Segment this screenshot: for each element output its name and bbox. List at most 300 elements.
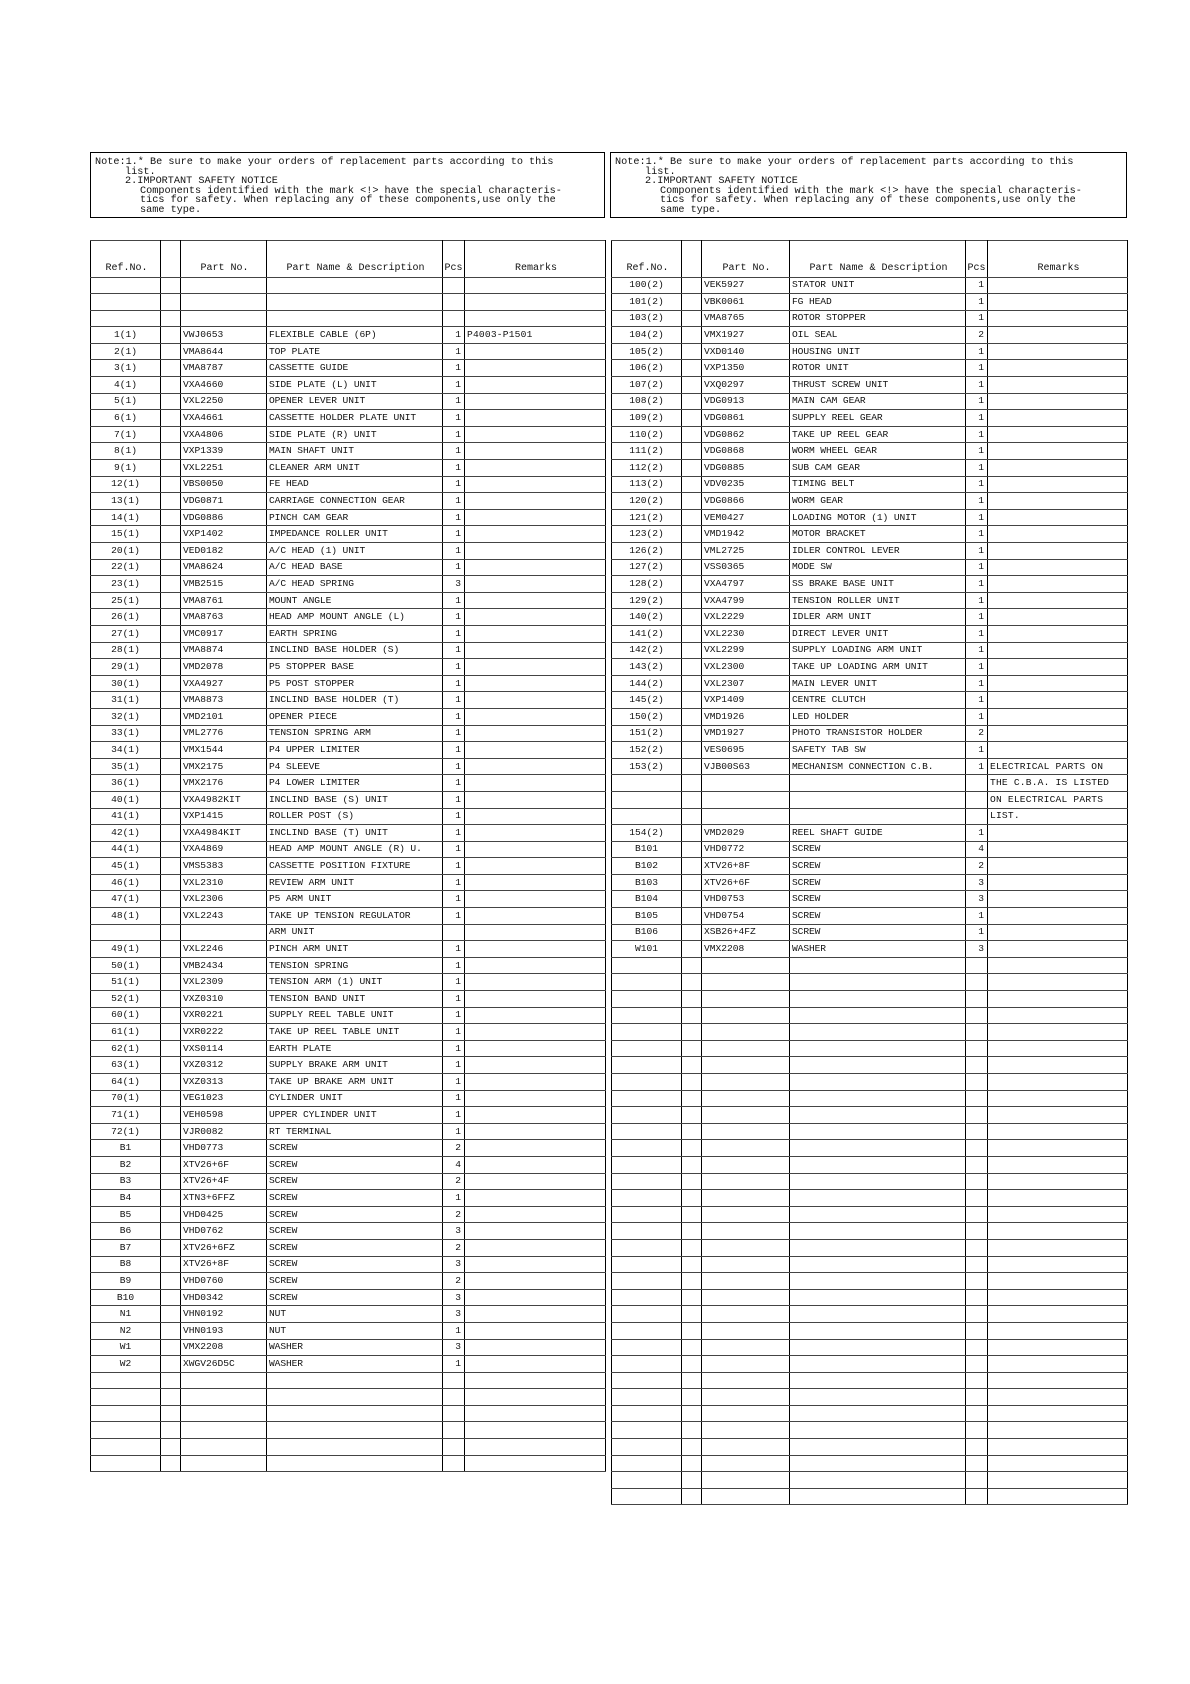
part-name-cell: TAKE UP REEL TABLE UNIT <box>267 1024 443 1041</box>
pcs-cell <box>966 1256 988 1273</box>
part-no-cell <box>181 1455 267 1472</box>
table-row <box>91 1123 606 1140</box>
ref-no-cell <box>612 1306 682 1323</box>
pcs-cell: 1 <box>443 675 465 692</box>
part-name-cell: EARTH SPRING <box>267 625 443 642</box>
spacer-cell <box>682 1289 702 1306</box>
table-row <box>612 874 1128 891</box>
spacer-cell <box>161 1422 181 1439</box>
remarks-cell <box>465 725 606 742</box>
spacer-cell <box>682 625 702 642</box>
pcs-cell: 1 <box>966 310 988 327</box>
remarks-cell <box>988 991 1128 1008</box>
ref-no-cell: 9(1) <box>91 460 161 477</box>
ref-no-cell: B5 <box>91 1206 161 1223</box>
remarks-cell <box>988 377 1128 394</box>
ref-no-cell: 70(1) <box>91 1090 161 1107</box>
spacer-cell <box>682 1256 702 1273</box>
remarks-cell <box>988 493 1128 510</box>
part-name-cell: HEAD AMP MOUNT ANGLE (L) <box>267 609 443 626</box>
pcs-cell: 2 <box>443 1273 465 1290</box>
ref-no-cell: 105(2) <box>612 343 682 360</box>
part-name-cell: ROLLER POST (S) <box>267 808 443 825</box>
ref-no-cell <box>612 1322 682 1339</box>
pcs-cell: 1 <box>443 957 465 974</box>
pcs-cell: 1 <box>966 377 988 394</box>
remarks-cell <box>465 1239 606 1256</box>
table-row <box>91 659 606 676</box>
table-row <box>612 675 1128 692</box>
ref-no-cell: 107(2) <box>612 377 682 394</box>
part-no-cell <box>702 1405 790 1422</box>
table-row <box>91 1173 606 1190</box>
spacer-cell <box>682 725 702 742</box>
part-name-cell: ARM UNIT <box>267 924 443 941</box>
remarks-cell <box>988 1273 1128 1290</box>
remarks-cell <box>465 609 606 626</box>
ref-no-cell <box>91 1455 161 1472</box>
table-row <box>91 443 606 460</box>
pcs-cell <box>443 1455 465 1472</box>
ref-no-cell: W2 <box>91 1356 161 1373</box>
part-no-cell <box>702 1256 790 1273</box>
ref-no-cell <box>612 1339 682 1356</box>
ref-no-cell <box>612 1123 682 1140</box>
spacer-cell <box>682 659 702 676</box>
remarks-cell <box>465 1322 606 1339</box>
part-name-cell: TENSION ARM (1) UNIT <box>267 974 443 991</box>
spacer-cell <box>161 775 181 792</box>
part-no-cell <box>181 1389 267 1406</box>
spacer-cell <box>161 941 181 958</box>
part-no-cell: VHD0342 <box>181 1289 267 1306</box>
table-row <box>612 1405 1128 1422</box>
part-name-cell: SCREW <box>790 924 966 941</box>
ref-no-cell: 1(1) <box>91 327 161 344</box>
remarks-cell <box>465 1455 606 1472</box>
pcs-cell <box>443 1439 465 1456</box>
spacer-cell <box>682 327 702 344</box>
ref-no-cell: 123(2) <box>612 526 682 543</box>
remarks-cell <box>988 294 1128 311</box>
spacer-cell <box>682 1306 702 1323</box>
part-name-cell: MECHANISM CONNECTION C.B. <box>790 758 966 775</box>
pcs-cell: 1 <box>443 1074 465 1091</box>
part-no-cell: XWGV26D5C <box>181 1356 267 1373</box>
part-name-cell: MAIN LEVER UNIT <box>790 675 966 692</box>
header-part-name: Part Name & Description <box>790 241 966 278</box>
spacer-cell <box>682 825 702 842</box>
ref-no-cell: 153(2) <box>612 758 682 775</box>
table-row <box>91 725 606 742</box>
part-name-cell <box>790 1405 966 1422</box>
pcs-cell: 1 <box>966 393 988 410</box>
part-name-cell <box>790 1090 966 1107</box>
part-name-cell <box>267 1455 443 1472</box>
pcs-cell: 1 <box>966 692 988 709</box>
spacer-cell <box>682 1206 702 1223</box>
spacer-cell <box>161 1389 181 1406</box>
spacer-cell <box>161 1273 181 1290</box>
ref-no-cell: 25(1) <box>91 592 161 609</box>
part-name-cell <box>790 1273 966 1290</box>
part-name-cell: SCREW <box>790 908 966 925</box>
pcs-cell <box>966 1024 988 1041</box>
ref-no-cell: N1 <box>91 1306 161 1323</box>
parts-table-right <box>611 240 1128 1505</box>
pcs-cell: 1 <box>443 642 465 659</box>
part-name-cell <box>790 1206 966 1223</box>
ref-no-cell: 100(2) <box>612 277 682 294</box>
remarks-cell <box>988 460 1128 477</box>
part-no-cell: VXL2299 <box>702 642 790 659</box>
part-no-cell <box>702 1356 790 1373</box>
spacer-cell <box>682 526 702 543</box>
part-no-cell <box>702 1372 790 1389</box>
part-no-cell: VHD0754 <box>702 908 790 925</box>
pcs-cell: 1 <box>443 493 465 510</box>
ref-no-cell <box>91 1422 161 1439</box>
ref-no-cell: 63(1) <box>91 1057 161 1074</box>
header-remarks: Remarks <box>465 241 606 278</box>
part-no-cell <box>702 775 790 792</box>
part-no-cell: VXP1350 <box>702 360 790 377</box>
part-no-cell <box>702 1190 790 1207</box>
pcs-cell <box>966 1173 988 1190</box>
spacer-cell <box>161 1107 181 1124</box>
part-name-cell: SCREW <box>790 858 966 875</box>
remarks-cell <box>988 1123 1128 1140</box>
remarks-cell <box>465 1289 606 1306</box>
part-no-cell <box>702 1156 790 1173</box>
ref-no-cell <box>612 1372 682 1389</box>
pcs-cell: 1 <box>966 659 988 676</box>
pcs-cell: 1 <box>966 742 988 759</box>
pcs-cell: 1 <box>443 360 465 377</box>
table-row <box>612 1024 1128 1041</box>
spacer-cell <box>682 858 702 875</box>
spacer-cell <box>161 393 181 410</box>
ref-no-cell <box>612 1488 682 1505</box>
part-name-cell <box>790 1190 966 1207</box>
remarks-cell <box>988 559 1128 576</box>
ref-no-cell <box>612 1389 682 1406</box>
table-row <box>612 825 1128 842</box>
ref-no-cell: 141(2) <box>612 625 682 642</box>
table-row <box>612 576 1128 593</box>
table-row <box>612 941 1128 958</box>
ref-no-cell: 23(1) <box>91 576 161 593</box>
spacer-cell <box>682 841 702 858</box>
spacer-cell <box>161 675 181 692</box>
ref-no-cell: 144(2) <box>612 675 682 692</box>
part-no-cell: VXZ0313 <box>181 1074 267 1091</box>
pcs-cell: 1 <box>443 526 465 543</box>
ref-no-cell <box>91 1372 161 1389</box>
pcs-cell <box>966 1439 988 1456</box>
part-no-cell: VWJ0653 <box>181 327 267 344</box>
part-no-cell: VHD0425 <box>181 1206 267 1223</box>
part-name-cell: CYLINDER UNIT <box>267 1090 443 1107</box>
table-row <box>612 1156 1128 1173</box>
part-name-cell: FLEXIBLE CABLE (6P) <box>267 327 443 344</box>
part-name-cell <box>267 1372 443 1389</box>
remarks-cell <box>988 1439 1128 1456</box>
part-name-cell: HOUSING UNIT <box>790 343 966 360</box>
part-name-cell: TENSION SPRING <box>267 957 443 974</box>
remarks-cell <box>988 1488 1128 1505</box>
spacer-cell <box>682 974 702 991</box>
table-row <box>91 327 606 344</box>
part-no-cell: VDG0885 <box>702 460 790 477</box>
spacer-cell <box>682 1455 702 1472</box>
spacer-cell <box>161 310 181 327</box>
part-no-cell: VSS0365 <box>702 559 790 576</box>
pcs-cell: 1 <box>966 543 988 560</box>
part-name-cell: SCREW <box>267 1289 443 1306</box>
spacer-cell <box>161 1140 181 1157</box>
part-name-cell: PINCH ARM UNIT <box>267 941 443 958</box>
pcs-cell: 1 <box>443 543 465 560</box>
remarks-cell <box>988 443 1128 460</box>
table-row <box>612 377 1128 394</box>
spacer-cell <box>682 1024 702 1041</box>
table-row <box>612 1389 1128 1406</box>
ref-no-cell <box>91 294 161 311</box>
ref-no-cell <box>612 1239 682 1256</box>
part-name-cell: CLEANER ARM UNIT <box>267 460 443 477</box>
table-row <box>612 692 1128 709</box>
ref-no-cell: 113(2) <box>612 476 682 493</box>
ref-no-cell <box>612 1455 682 1472</box>
part-name-cell <box>267 310 443 327</box>
part-no-cell: VHD0773 <box>181 1140 267 1157</box>
remarks-cell <box>988 825 1128 842</box>
ref-no-cell: 28(1) <box>91 642 161 659</box>
part-no-cell: VMD1926 <box>702 708 790 725</box>
table-row <box>612 991 1128 1008</box>
note-line: Note:1.* Be sure to make your orders of replacement parts according to this <box>95 157 554 168</box>
part-no-cell: VHD0772 <box>702 841 790 858</box>
part-no-cell: VHD0753 <box>702 891 790 908</box>
spacer-cell <box>161 1007 181 1024</box>
remarks-cell <box>465 1024 606 1041</box>
table-row <box>91 476 606 493</box>
remarks-cell <box>465 1356 606 1373</box>
ref-no-cell: B6 <box>91 1223 161 1240</box>
pcs-cell: 4 <box>443 1156 465 1173</box>
part-no-cell <box>181 1372 267 1389</box>
part-no-cell: VDG0862 <box>702 426 790 443</box>
ref-no-cell <box>612 1057 682 1074</box>
remarks-cell <box>465 708 606 725</box>
part-no-cell: XTV26+4F <box>181 1173 267 1190</box>
pcs-cell: 1 <box>966 825 988 842</box>
part-no-cell: VMB2434 <box>181 957 267 974</box>
table-row <box>612 1273 1128 1290</box>
table-row <box>612 1239 1128 1256</box>
table-row <box>91 858 606 875</box>
part-no-cell: VEH0598 <box>181 1107 267 1124</box>
pcs-cell <box>443 1389 465 1406</box>
remarks-cell <box>988 1422 1128 1439</box>
table-row <box>612 659 1128 676</box>
remarks-cell <box>465 443 606 460</box>
part-no-cell: VXR0221 <box>181 1007 267 1024</box>
spacer-cell <box>682 1173 702 1190</box>
table-row <box>91 526 606 543</box>
ref-no-cell: 6(1) <box>91 410 161 427</box>
part-no-cell: XSB26+4FZ <box>702 924 790 941</box>
part-name-cell <box>790 791 966 808</box>
pcs-cell: 1 <box>443 725 465 742</box>
spacer-cell <box>682 1372 702 1389</box>
remarks-cell <box>465 775 606 792</box>
spacer-cell <box>682 1472 702 1489</box>
remarks-cell <box>465 941 606 958</box>
spacer-cell <box>682 1405 702 1422</box>
spacer-cell <box>161 725 181 742</box>
remarks-cell <box>988 1107 1128 1124</box>
remarks-cell <box>465 1439 606 1456</box>
header-pcs: Pcs <box>966 241 988 278</box>
part-no-cell <box>702 808 790 825</box>
spacer-cell <box>682 1156 702 1173</box>
pcs-cell: 1 <box>443 343 465 360</box>
remarks-cell <box>465 1256 606 1273</box>
table-row <box>91 1140 606 1157</box>
ref-no-cell: B10 <box>91 1289 161 1306</box>
remarks-cell <box>988 277 1128 294</box>
part-no-cell: VMA8763 <box>181 609 267 626</box>
part-name-cell: REVIEW ARM UNIT <box>267 874 443 891</box>
pcs-cell <box>966 1405 988 1422</box>
part-no-cell: VEG1023 <box>181 1090 267 1107</box>
spacer-cell <box>161 426 181 443</box>
part-name-cell: SCREW <box>790 874 966 891</box>
table-row <box>612 1123 1128 1140</box>
part-name-cell: OIL SEAL <box>790 327 966 344</box>
ref-no-cell: 35(1) <box>91 758 161 775</box>
pcs-cell: 1 <box>443 825 465 842</box>
spacer-cell <box>161 1356 181 1373</box>
remarks-cell <box>988 1289 1128 1306</box>
table-row <box>612 1339 1128 1356</box>
part-no-cell: XTV26+6FZ <box>181 1239 267 1256</box>
pcs-cell: 1 <box>443 858 465 875</box>
part-no-cell <box>702 1322 790 1339</box>
ref-no-cell: 49(1) <box>91 941 161 958</box>
spacer-cell <box>682 476 702 493</box>
remarks-cell <box>465 509 606 526</box>
pcs-cell <box>966 1190 988 1207</box>
pcs-cell: 1 <box>443 592 465 609</box>
spacer-cell <box>161 592 181 609</box>
spacer-cell <box>682 775 702 792</box>
spacer-cell <box>161 742 181 759</box>
remarks-cell <box>988 543 1128 560</box>
ref-no-cell: 42(1) <box>91 825 161 842</box>
remarks-cell <box>988 509 1128 526</box>
part-name-cell: WORM GEAR <box>790 493 966 510</box>
ref-no-cell <box>612 991 682 1008</box>
remarks-cell <box>988 1074 1128 1091</box>
table-row <box>612 410 1128 427</box>
pcs-cell: 1 <box>966 758 988 775</box>
part-name-cell: P5 POST STOPPER <box>267 675 443 692</box>
ref-no-cell <box>612 1040 682 1057</box>
spacer-cell <box>161 509 181 526</box>
remarks-cell <box>988 1239 1128 1256</box>
part-no-cell <box>702 1239 790 1256</box>
pcs-cell: 3 <box>966 891 988 908</box>
ref-no-cell: 71(1) <box>91 1107 161 1124</box>
header-remarks: Remarks <box>988 241 1128 278</box>
spacer-cell <box>682 1389 702 1406</box>
ref-no-cell <box>612 1173 682 1190</box>
pcs-cell: 1 <box>966 277 988 294</box>
spacer-cell <box>161 874 181 891</box>
remarks-cell <box>465 825 606 842</box>
pcs-cell: 2 <box>443 1206 465 1223</box>
pcs-cell: 1 <box>443 775 465 792</box>
note-line: list. <box>125 166 156 178</box>
part-name-cell: ROTOR STOPPER <box>790 310 966 327</box>
table-row <box>612 841 1128 858</box>
pcs-cell: 1 <box>443 708 465 725</box>
pcs-cell: 1 <box>443 941 465 958</box>
remarks-cell <box>988 841 1128 858</box>
ref-no-cell: 8(1) <box>91 443 161 460</box>
part-no-cell <box>181 277 267 294</box>
part-no-cell: VMA8787 <box>181 360 267 377</box>
table-row <box>91 1273 606 1290</box>
table-header-row <box>91 241 606 278</box>
part-name-cell: TENSION BAND UNIT <box>267 991 443 1008</box>
ref-no-cell: 128(2) <box>612 576 682 593</box>
part-no-cell: VHN0192 <box>181 1306 267 1323</box>
part-no-cell: VXD0140 <box>702 343 790 360</box>
part-no-cell <box>702 1090 790 1107</box>
ref-no-cell <box>612 1024 682 1041</box>
pcs-cell <box>443 1405 465 1422</box>
pcs-cell <box>966 1273 988 1290</box>
part-name-cell <box>790 974 966 991</box>
pcs-cell: 1 <box>966 460 988 477</box>
part-no-cell <box>702 1123 790 1140</box>
remarks-cell: ON ELECTRICAL PARTS <box>988 791 1128 808</box>
table-row <box>91 874 606 891</box>
part-name-cell: MOTOR BRACKET <box>790 526 966 543</box>
part-no-cell <box>702 974 790 991</box>
part-no-cell: XTV26+8F <box>181 1256 267 1273</box>
ref-no-cell <box>612 1074 682 1091</box>
table-row <box>91 460 606 477</box>
table-row <box>91 1057 606 1074</box>
pcs-cell: 2 <box>443 1173 465 1190</box>
parts-table-body-left <box>91 277 606 1472</box>
pcs-cell: 1 <box>966 625 988 642</box>
part-no-cell: VMD1927 <box>702 725 790 742</box>
table-row <box>612 625 1128 642</box>
part-no-cell: VXL2310 <box>181 874 267 891</box>
pcs-cell: 1 <box>966 443 988 460</box>
ref-no-cell: 143(2) <box>612 659 682 676</box>
part-name-cell: P4 SLEEVE <box>267 758 443 775</box>
remarks-cell <box>465 277 606 294</box>
remarks-cell <box>988 426 1128 443</box>
part-no-cell <box>702 991 790 1008</box>
